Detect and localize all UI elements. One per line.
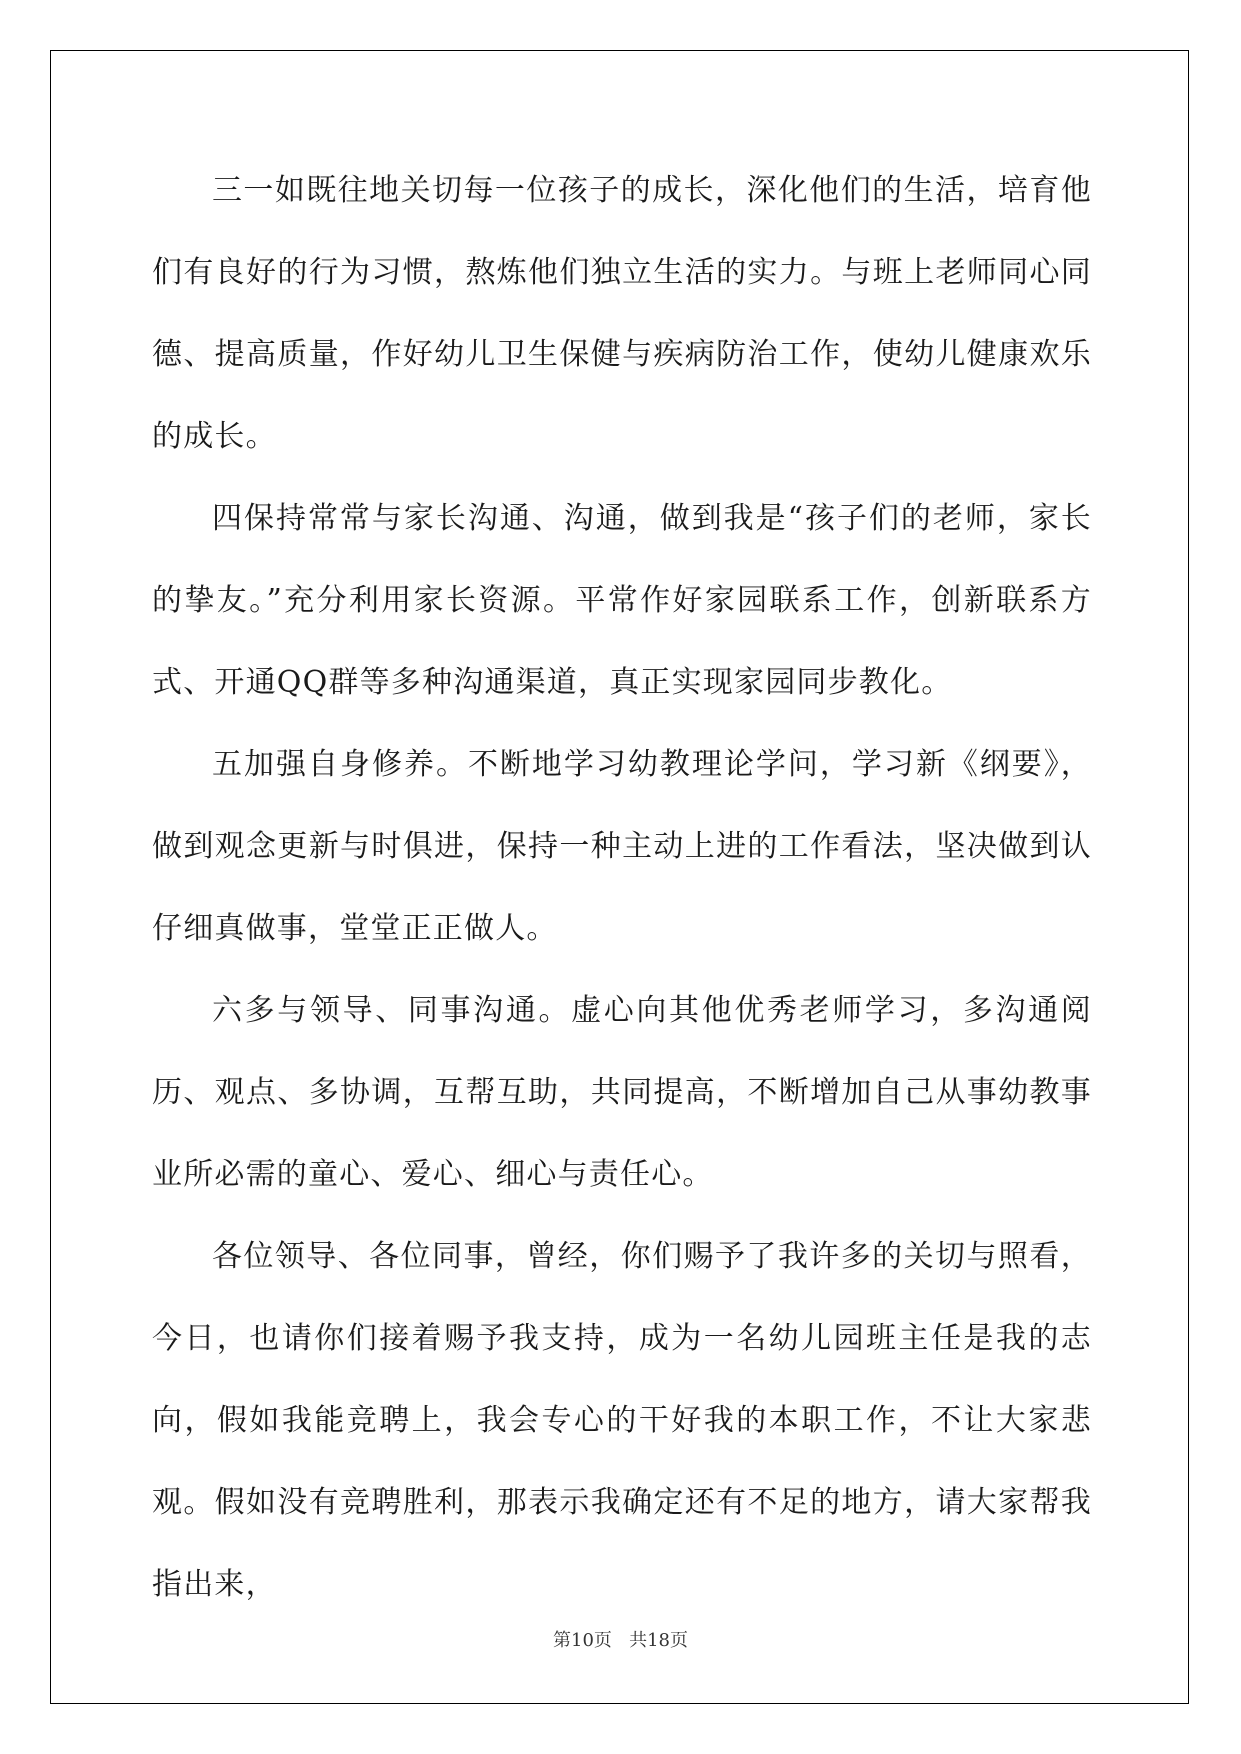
paragraph-closing: 各位领导、各位同事，曾经，你们赐予了我许多的关切与照看，今日，也请你们接着赐予我支持，成为一名幼儿园班主任是我的志向，假如我能竞聘上，我会专心的干好我的本职工作，不让大家悲观。假如没有竞聘胜利，那表示我确定还有不足的地方，请大家帮我指出来，	[152, 1239, 1092, 1602]
paragraph-6: 六多与领导、同事沟通。虚心向其他优秀老师学习，多沟通阅历、观点、多协调，互帮互助，共同提高，不断增加自己从事幼教事业所必需的童心、爱心、细心与责任心。	[152, 993, 1092, 1192]
paragraph-5: 五加强自身修养。不断地学习幼教理论学问，学习新《纲要》，做到观念更新与时俱进，保持一种主动上进的工作看法，坚决做到认仔细真做事，堂堂正正做人。	[152, 747, 1092, 946]
paragraph-4: 四保持常常与家长沟通、沟通，做到我是“孩子们的老师，家长的挚友。”充分利用家长资源。平常作好家园联系工作，创新联系方式、开通QQ群等多种沟通渠道，真正实现家园同步教化。	[152, 501, 1092, 700]
paragraph-3: 三一如既往地关切每一位孩子的成长，深化他们的生活，培育他们有良好的行为习惯，熬炼他们独立生活的实力。与班上老师同心同德、提高质量，作好幼儿卫生保健与疾病防治工作，使幼儿健康欢乐的成长。	[152, 173, 1092, 454]
page-footer	[0, 1626, 1241, 1652]
page-number: 第10页	[553, 1630, 612, 1651]
page-total: 共18页	[629, 1630, 688, 1651]
document-body	[152, 150, 1092, 1626]
footer-spacer	[612, 1630, 629, 1651]
